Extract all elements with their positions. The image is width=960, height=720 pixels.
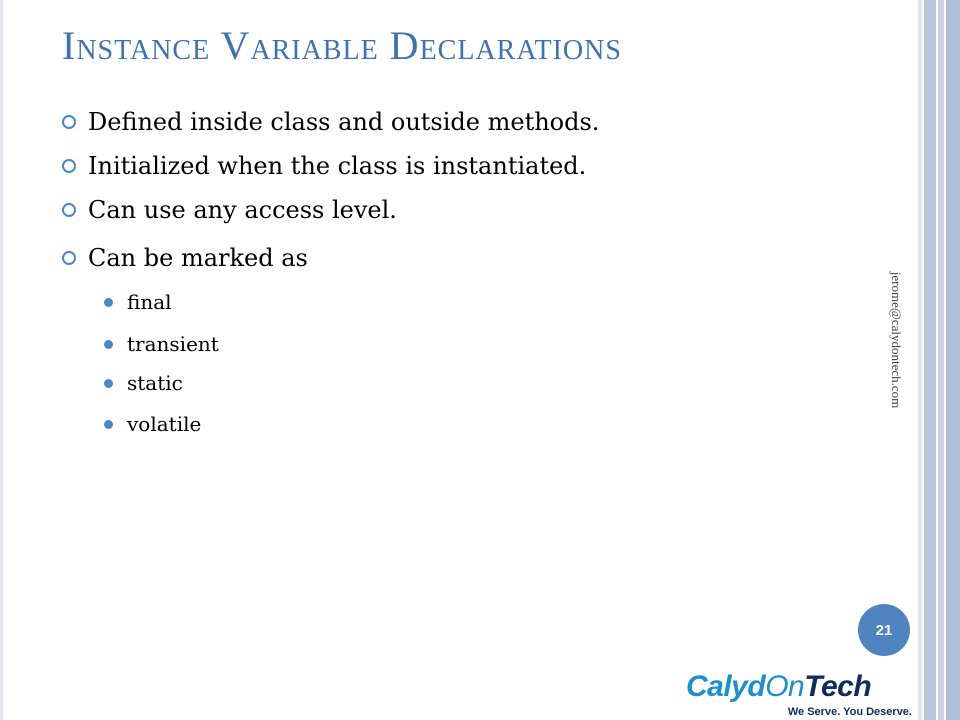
logo-wordmark: CalydOnTech: [686, 670, 872, 703]
left-border: [0, 0, 3, 720]
footer-email: jerome@calydontech.com: [889, 271, 904, 409]
dot-bullet-icon: [104, 420, 113, 429]
bullet-item: [62, 108, 599, 136]
ring-bullet-icon: [62, 115, 76, 129]
ring-bullet-icon: [62, 251, 76, 265]
sub-bullet-item: [104, 371, 183, 395]
sub-bullet-text: transient: [127, 332, 219, 356]
bullet-text: Initialized when the class is instantiated.: [88, 152, 587, 180]
slide-title: Instance Variable Declarations: [62, 23, 622, 68]
dot-bullet-icon: [104, 298, 113, 307]
bullet-text: Can use any access level.: [88, 196, 397, 224]
dot-bullet-icon: [104, 340, 113, 349]
sub-bullet-item: [104, 290, 172, 314]
bullet-text: Can be marked as: [88, 244, 308, 272]
ring-bullet-icon: [62, 159, 76, 173]
page-number-badge: 21: [858, 604, 910, 656]
bullet-item: [62, 244, 308, 272]
logo-tagline: We Serve. You Deserve.: [787, 706, 912, 718]
ring-bullet-icon: [62, 203, 76, 217]
sub-bullet-text: static: [127, 371, 183, 395]
right-border-stripe: [924, 0, 936, 720]
sub-bullet-item: [104, 412, 201, 436]
bullet-item: [62, 196, 397, 224]
sub-bullet-item: [104, 332, 219, 356]
sub-bullet-text: final: [127, 290, 172, 314]
bullet-item: [62, 152, 586, 180]
right-border-stripe: [946, 0, 960, 720]
company-logo: [684, 664, 916, 720]
bullet-text: Defined inside class and outside methods.: [88, 108, 600, 136]
sub-bullet-text: volatile: [127, 412, 202, 436]
dot-bullet-icon: [104, 379, 113, 388]
